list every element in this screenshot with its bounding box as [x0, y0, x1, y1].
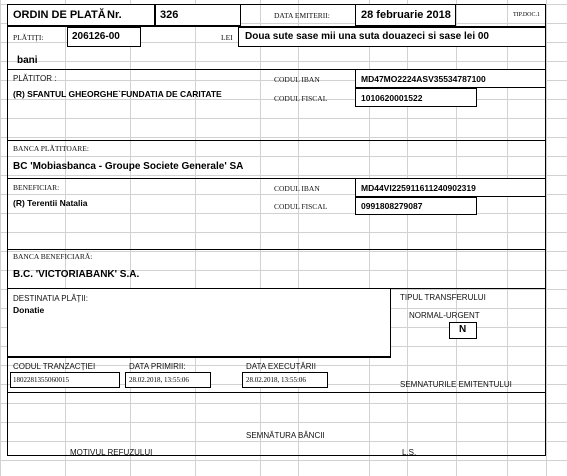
- data-executarii-value: 28.02.2018, 13:55:06: [246, 376, 306, 384]
- platitor-label: PLĂTITOR :: [13, 74, 57, 83]
- destinatia-label: DESTINATIA PLĂȚII:: [13, 294, 88, 303]
- banca-beneficiara-value: B.C. 'VICTORIABANK' S.A.: [13, 269, 140, 280]
- cod-tranzactiei-value: 1802281355060015: [13, 376, 69, 384]
- data-executarii-label: DATA EXECUTĂRII: [246, 362, 316, 371]
- iban-value-2: MD44VI225911611240902319: [361, 183, 476, 193]
- platitor-value: (R) SFANTUL GHEORGHE`FUNDATIA DE CARITATE: [13, 89, 222, 99]
- lei-label: LEI: [221, 33, 233, 42]
- nr-value: 326: [160, 9, 179, 21]
- fiscal-label-1: CODUL FISCAL: [274, 94, 328, 103]
- row-divider: [7, 140, 546, 141]
- semnaturile-emitentului-label: SEMNATURILE EMITENTULUI: [400, 380, 512, 389]
- platiti-label: PLĂTIȚI:: [13, 33, 44, 42]
- row-divider: [7, 357, 391, 358]
- row-divider: [7, 249, 546, 250]
- data-primirii-label: DATA PRIMIRII:: [129, 362, 186, 371]
- normal-urgent-label: NORMAL-URGENT: [409, 311, 480, 320]
- cod-tranzactiei-label: CODUL TRANZACȚIEI: [13, 362, 96, 371]
- fiscal-value-1: 1010620001522: [361, 93, 423, 103]
- iban-value-1: MD47MO2224ASV35534787100: [361, 74, 486, 84]
- data-primirii-value: 28.02.2018, 13:55:06: [129, 376, 189, 384]
- nr-label: Nr.: [107, 9, 122, 21]
- fiscal-value-2: 0991808279087: [361, 201, 423, 211]
- fiscal-label-2: CODUL FISCAL: [274, 202, 328, 211]
- beneficiar-label: BENEFICIAR:: [13, 183, 60, 192]
- platiti-value: 206126-00: [72, 31, 120, 42]
- transfer-type-value: N: [459, 324, 467, 335]
- beneficiar-value: (R) Terentii Natalia: [13, 198, 88, 208]
- suma-litere-cont-value: bani: [17, 55, 38, 66]
- data-emiterii-label: DATA EMITERII:: [274, 11, 330, 20]
- banca-platitoare-label: BANCA PLĂTITOARE:: [13, 144, 89, 153]
- banca-platitoare-value: BC 'Mobiasbanca - Groupe Societe Generale' SA: [13, 161, 244, 172]
- banca-beneficiara-label: BANCA BENEFICIARĂ:: [13, 252, 93, 261]
- suma-litere-value: Doua sute sase mii una suta douazeci si sase lei 00: [245, 31, 489, 42]
- row-divider: [7, 392, 546, 393]
- iban-label-2: CODUL IBAN: [274, 184, 320, 193]
- motivul-refuzului-label: MOTIVUL REFUZULUI: [70, 448, 153, 457]
- tipul-transferului-label: TIPUL TRANSFERULUI: [400, 293, 486, 302]
- form-title: ORDIN DE PLATĂ: [13, 9, 106, 21]
- tip-doc-label: TIP.DOC.1: [513, 12, 541, 18]
- destinatia-value: Donatie: [13, 305, 45, 315]
- iban-label-1: CODUL IBAN: [274, 75, 320, 84]
- ls-label: L.S.: [402, 448, 417, 457]
- semnatura-bancii-label: SEMNĂTURA BĂNCII: [246, 431, 325, 440]
- data-emiterii-value: 28 februarie 2018: [361, 9, 451, 21]
